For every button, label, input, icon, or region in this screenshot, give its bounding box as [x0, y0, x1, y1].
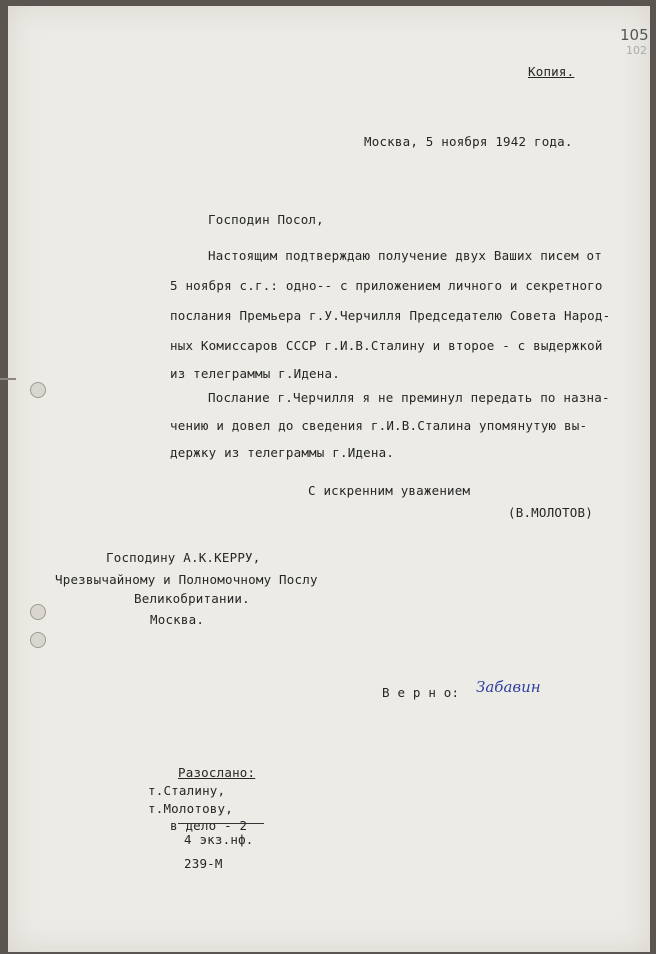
- archive-page-number: 105: [620, 26, 649, 44]
- document-code: 239-М: [184, 856, 223, 871]
- body-line: 5 ноября с.г.: одно-- с приложением личного и секретного: [170, 278, 603, 293]
- body-line: Настоящим подтверждаю получение двух Ваших писем от: [208, 248, 603, 263]
- verification-label: В е р н о:: [382, 685, 460, 700]
- body-line: послания Премьера г.У.Черчилля Председателю Совета Народ-: [170, 308, 611, 323]
- distribution-copies: 4 экз.нф.: [184, 832, 254, 847]
- distribution-line: т.Молотову,: [148, 801, 233, 816]
- distribution-rule: [178, 823, 264, 824]
- body-line: держку из телеграммы г.Идена.: [170, 445, 395, 460]
- addressee-name: Господину А.К.КЕРРУ,: [106, 550, 261, 565]
- distribution-title: Разослано:: [178, 765, 256, 780]
- archive-old-number: 102: [626, 44, 647, 57]
- addressee-title: Чрезвычайному и Полномочному Послу: [55, 572, 318, 587]
- signature-typed: (В.МОЛОТОВ): [508, 505, 593, 520]
- handwritten-signature: Забавин: [476, 678, 541, 696]
- addressee-country: Великобритании.: [134, 591, 250, 606]
- binding-mark: [0, 378, 16, 380]
- punch-hole: [30, 604, 46, 620]
- body-line: Послание г.Черчилля я не преминул передать по назна-: [208, 390, 610, 405]
- addressee-city: Москва.: [150, 612, 205, 627]
- body-line: из телеграммы г.Идена.: [170, 366, 340, 381]
- place-date: Москва, 5 ноября 1942 года.: [364, 134, 573, 149]
- closing: С искренним уважением: [308, 483, 471, 498]
- distribution-line: в дело - 2: [170, 818, 248, 833]
- body-line: ных Комиссаров СССР г.И.В.Сталину и второе - с выдержкой: [170, 338, 603, 353]
- salutation: Господин Посол,: [208, 212, 324, 227]
- copy-mark: Копия.: [528, 64, 575, 79]
- punch-hole: [30, 632, 46, 648]
- body-line: чению и довел до сведения г.И.В.Сталина упомянутую вы-: [170, 418, 588, 433]
- distribution-line: т.Сталину,: [148, 783, 226, 798]
- punch-hole: [30, 382, 46, 398]
- document-page: [8, 6, 650, 952]
